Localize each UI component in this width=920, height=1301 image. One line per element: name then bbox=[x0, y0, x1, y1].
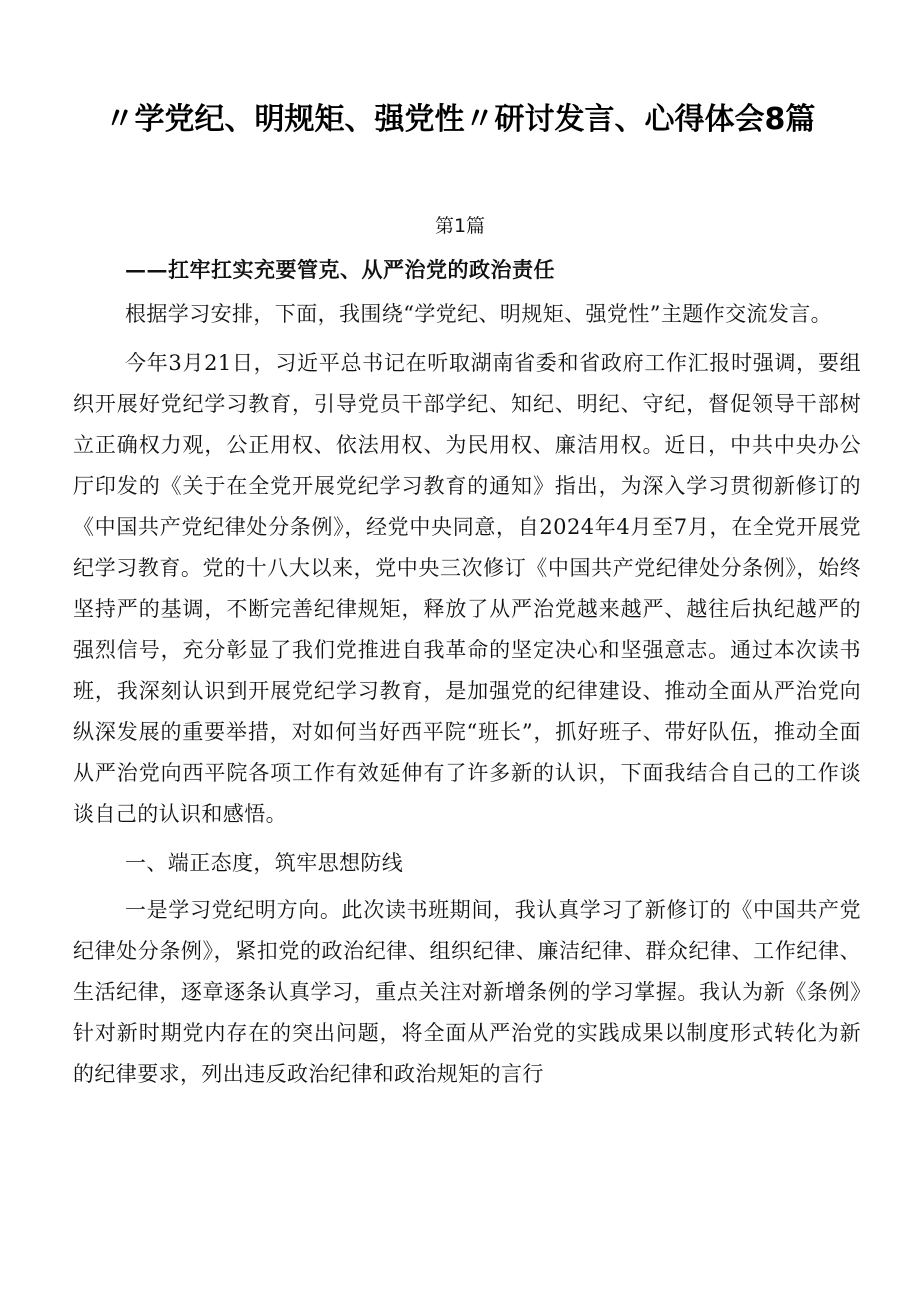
body-paragraph: 一是学习党纪明方向。此次读书班期间，我认真学习了新修订的《中国共产党纪律处分条例》，紧扣党的政治纪律、组织纪律、廉洁纪律、群众纪律、工作纪律、生活纪律，逐章逐条认真学习，重点关注对新增条例的学习掌握。我认为新《条例》针对新时期党内存在的突出问题，将全面从严治党的实践成果以制度形式转化为新的纪律要求，列出违反政治纪律和政治规矩的言行 bbox=[73, 898, 861, 1086]
body-paragraph: 今年3月21日，习近平总书记在听取湖南省委和省政府工作汇报时强调，要组织开展好党纪学习教育，引导党员干部学纪、知纪、明纪、守纪，督促领导干部树立正确权力观，公正用权、依法用权、为民用权、廉洁用权。近日，中共中央办公厅印发的《关于在全党开展党纪学习教育的通知》指出，为深入学习贯彻新修订的《中国共产党纪律处分条例》，经党中央同意，自2024年4月至7月，在全党开展党纪学习教育。党的十八大以来，党中央三次修订《中国共产党纪律处分条例》，始终坚持严的基调，不断完善纪律规矩，释放了从严治党越来越严、越往后执纪越严的强烈信号，充分彰显了我们党推进自我革命的坚定决心和坚强意志。通过本次读书班，我深刻认识到开展党纪学习教育，是加强党的纪律建设、推动全面从严治党向纵深发展的重要举措，对如何当好西平院“班长”，抓好班子、带好队伍，推动全面从严治党向西平院各项工作有效延伸有了许多新的认识，下面我结合自己的工作谈谈自己的认识和感悟。 bbox=[73, 351, 861, 826]
document-body bbox=[73, 294, 861, 1103]
chapter-heading: 第1篇 bbox=[434, 215, 486, 237]
section-subtitle: ——扛牢扛实充要管克、从严治党的政治责任 bbox=[125, 257, 555, 282]
body-paragraph: 根据学习安排，下面，我围绕“学党纪、明规矩、强党性”主题作交流发言。 bbox=[125, 302, 833, 326]
document-title: 〃学党纪、明规矩、强党性〃研讨发言、心得体会8篇 bbox=[104, 102, 816, 137]
section-heading: 一、端正态度，筑牢思想防线 bbox=[125, 851, 404, 875]
